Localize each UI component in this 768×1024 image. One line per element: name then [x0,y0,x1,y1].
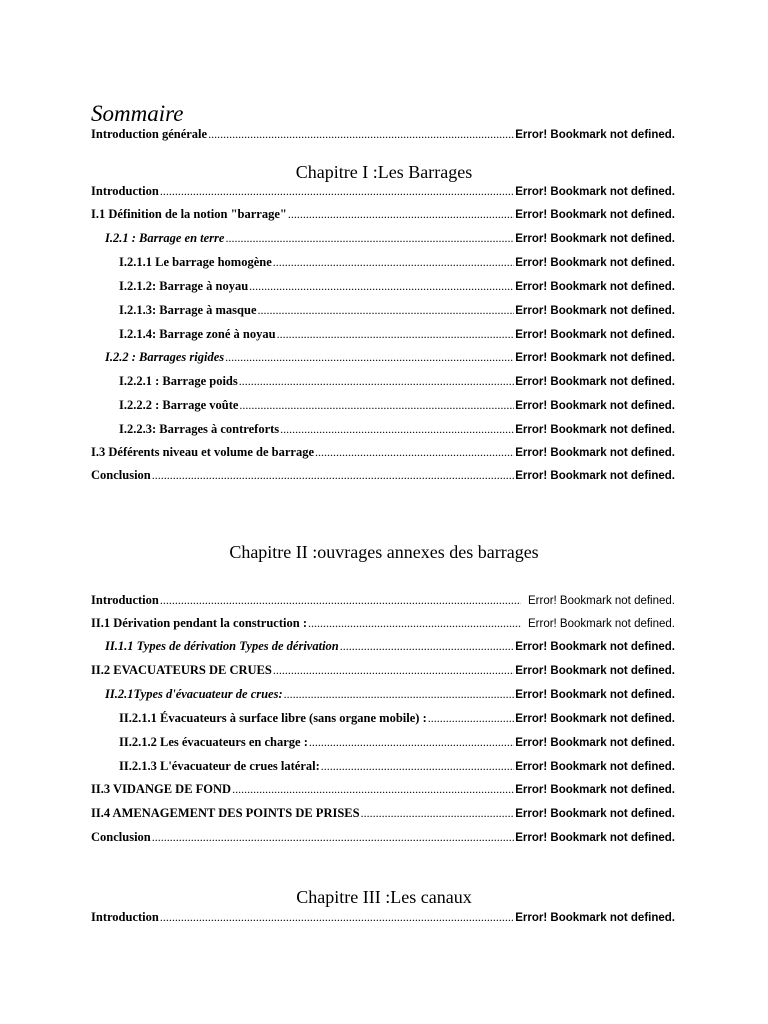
toc-entry[interactable] [105,686,675,703]
dot-leader [160,183,514,200]
toc-entry-page-ref: Error! Bookmark not defined. [515,665,675,677]
toc-entry-label: I.2.1.4: Barrage zoné à noyau [119,327,276,341]
toc-entry[interactable] [119,278,675,295]
dot-leader [284,686,515,703]
dot-leader [239,397,514,414]
toc-entry-label: I.2.1.2: Barrage à noyau [119,279,249,293]
toc-entry-page-ref: Error! Bookmark not defined. [515,257,675,269]
toc-entry-label: I.2.1.1 Le barrage homogène [119,255,272,269]
toc-entry-label: Introduction [91,184,159,198]
toc-entry-label: Conclusion [91,468,151,482]
toc-entry-label: I.2.2 : Barrages rigides [105,350,225,364]
toc-entry-label: Introduction [91,593,159,607]
toc-entry-label: I.2.1.3: Barrage à masque [119,303,257,317]
toc-entry-page-ref: Error! Bookmark not defined. [515,209,675,221]
toc-entry-label: Conclusion [91,830,151,844]
dot-leader [273,662,514,679]
toc-entry-label: II.4 AMENAGEMENT DES POINTS DE PRISES [91,806,360,820]
dot-leader [225,230,514,247]
dot-leader [208,126,514,143]
dot-leader [428,710,515,727]
toc-entry[interactable] [91,615,675,632]
toc-entry-page-ref: Error! Bookmark not defined. [515,233,675,245]
chapter-1-heading: Chapitre I :Les Barrages [295,162,473,182]
dot-leader [288,206,514,223]
toc-entry-page-ref: Error! Bookmark not defined. [515,186,675,198]
dot-leader [309,734,514,751]
toc-entry-page-ref: Error! Bookmark not defined. [515,352,675,364]
dot-leader [321,758,514,775]
toc-entry-page-ref: Error! Bookmark not defined. [515,447,675,459]
toc-entry-label: II.2.1.1 Évacuateurs à surface libre (sans organe mobile) : [119,711,427,725]
toc-entry[interactable] [91,183,675,200]
toc-entry-label: II.2.1.3 L'évacuateur de crues latéral: [119,759,320,773]
dot-leader [160,909,514,926]
toc-entry-label: I.1 Définition de la notion "barrage" [91,207,287,221]
toc-entry-page-ref: Error! Bookmark not defined. [515,424,675,436]
toc-entry-page-ref: Error! Bookmark not defined. [515,832,675,844]
toc-entry[interactable] [91,909,675,926]
dot-leader [152,829,515,846]
toc-entry[interactable] [91,662,675,679]
toc-entry[interactable] [105,638,675,655]
toc-entry[interactable] [119,397,675,414]
toc-entry-label: II.1.1 Types de dérivation Types de dérivation [105,639,339,653]
chapter-3-heading: Chapitre III :Les canaux [296,887,472,907]
dot-leader [361,805,515,822]
toc-entry[interactable] [119,758,675,775]
dot-leader [225,349,514,366]
dot-leader [315,444,514,461]
toc-entry[interactable] [91,805,675,822]
toc-entry[interactable] [91,444,675,461]
toc-entry-page-ref: Error! Bookmark not defined. [527,618,675,630]
toc-entry-page-ref: Error! Bookmark not defined. [515,761,675,773]
toc-entry-page-ref: Error! Bookmark not defined. [515,329,675,341]
toc-entry[interactable] [119,710,675,727]
dot-leader [160,592,521,609]
toc-entry-page-ref: Error! Bookmark not defined. [515,281,675,293]
toc-entry-page-ref: Error! Bookmark not defined. [527,595,675,607]
toc-entry[interactable] [119,421,675,438]
toc-entry-label: I.2.1 : Barrage en terre [105,231,225,245]
toc-entry-page-ref: Error! Bookmark not defined. [515,305,675,317]
toc-entry-label: II.3 VIDANGE DE FOND [91,782,232,796]
dot-leader [340,638,514,655]
dot-leader [280,421,514,438]
toc-entry[interactable] [105,230,675,247]
toc-entry-page-ref: Error! Bookmark not defined. [515,784,675,796]
toc-entry-page-ref: Error! Bookmark not defined. [515,912,675,924]
toc-entry[interactable] [119,734,675,751]
dot-leader [152,467,515,484]
toc-entry-page-ref: Error! Bookmark not defined. [515,376,675,388]
toc-entry-page-ref: Error! Bookmark not defined. [515,400,675,412]
toc-entry[interactable] [119,254,675,271]
toc-entry-label: Introduction générale [91,127,208,141]
toc-entry[interactable] [91,829,675,846]
toc-entry-page-ref: Error! Bookmark not defined. [515,641,675,653]
toc-entry-page-ref: Error! Bookmark not defined. [515,689,675,701]
toc-entry[interactable] [119,302,675,319]
toc-entry-label: I.3 Déférents niveau et volume de barrage [91,445,314,459]
dot-leader [308,615,521,632]
toc-entry-label: II.2.1Types d'évacuateur de crues: [105,687,283,701]
toc-entry-page-ref: Error! Bookmark not defined. [515,129,675,141]
toc-entry-page-ref: Error! Bookmark not defined. [515,737,675,749]
toc-entry-label: I.2.2.1 : Barrage poids [119,374,238,388]
toc-entry-label: I.2.2.3: Barrages à contreforts [119,422,280,436]
toc-entry[interactable] [91,781,675,798]
dot-leader [249,278,514,295]
toc-entry-page-ref: Error! Bookmark not defined. [515,713,675,725]
toc-entry[interactable] [119,373,675,390]
toc-entry-page-ref: Error! Bookmark not defined. [515,470,675,482]
toc-entry-label: II.1 Dérivation pendant la construction : [91,616,307,630]
toc-entry[interactable] [91,467,675,484]
toc-entry-page-ref: Error! Bookmark not defined. [515,808,675,820]
toc-entry[interactable] [91,206,675,223]
toc-entry-label: Introduction [91,910,159,924]
dot-leader [232,781,514,798]
toc-entry[interactable] [119,326,675,343]
dot-leader [277,326,515,343]
dot-leader [273,254,514,271]
toc-entry-introduction-generale[interactable] [91,126,675,143]
toc-title: Sommaire [91,101,184,126]
toc-entry[interactable] [105,349,675,366]
toc-entry-label: II.2 EVACUATEURS DE CRUES [91,663,272,677]
dot-leader [239,373,515,390]
toc-entry[interactable] [91,592,675,609]
chapter-2-heading: Chapitre II :ouvrages annexes des barrages [229,542,539,562]
toc-entry-label: I.2.2.2 : Barrage voûte [119,398,239,412]
dot-leader [258,302,515,319]
toc-entry-label: II.2.1.2 Les évacuateurs en charge : [119,735,308,749]
